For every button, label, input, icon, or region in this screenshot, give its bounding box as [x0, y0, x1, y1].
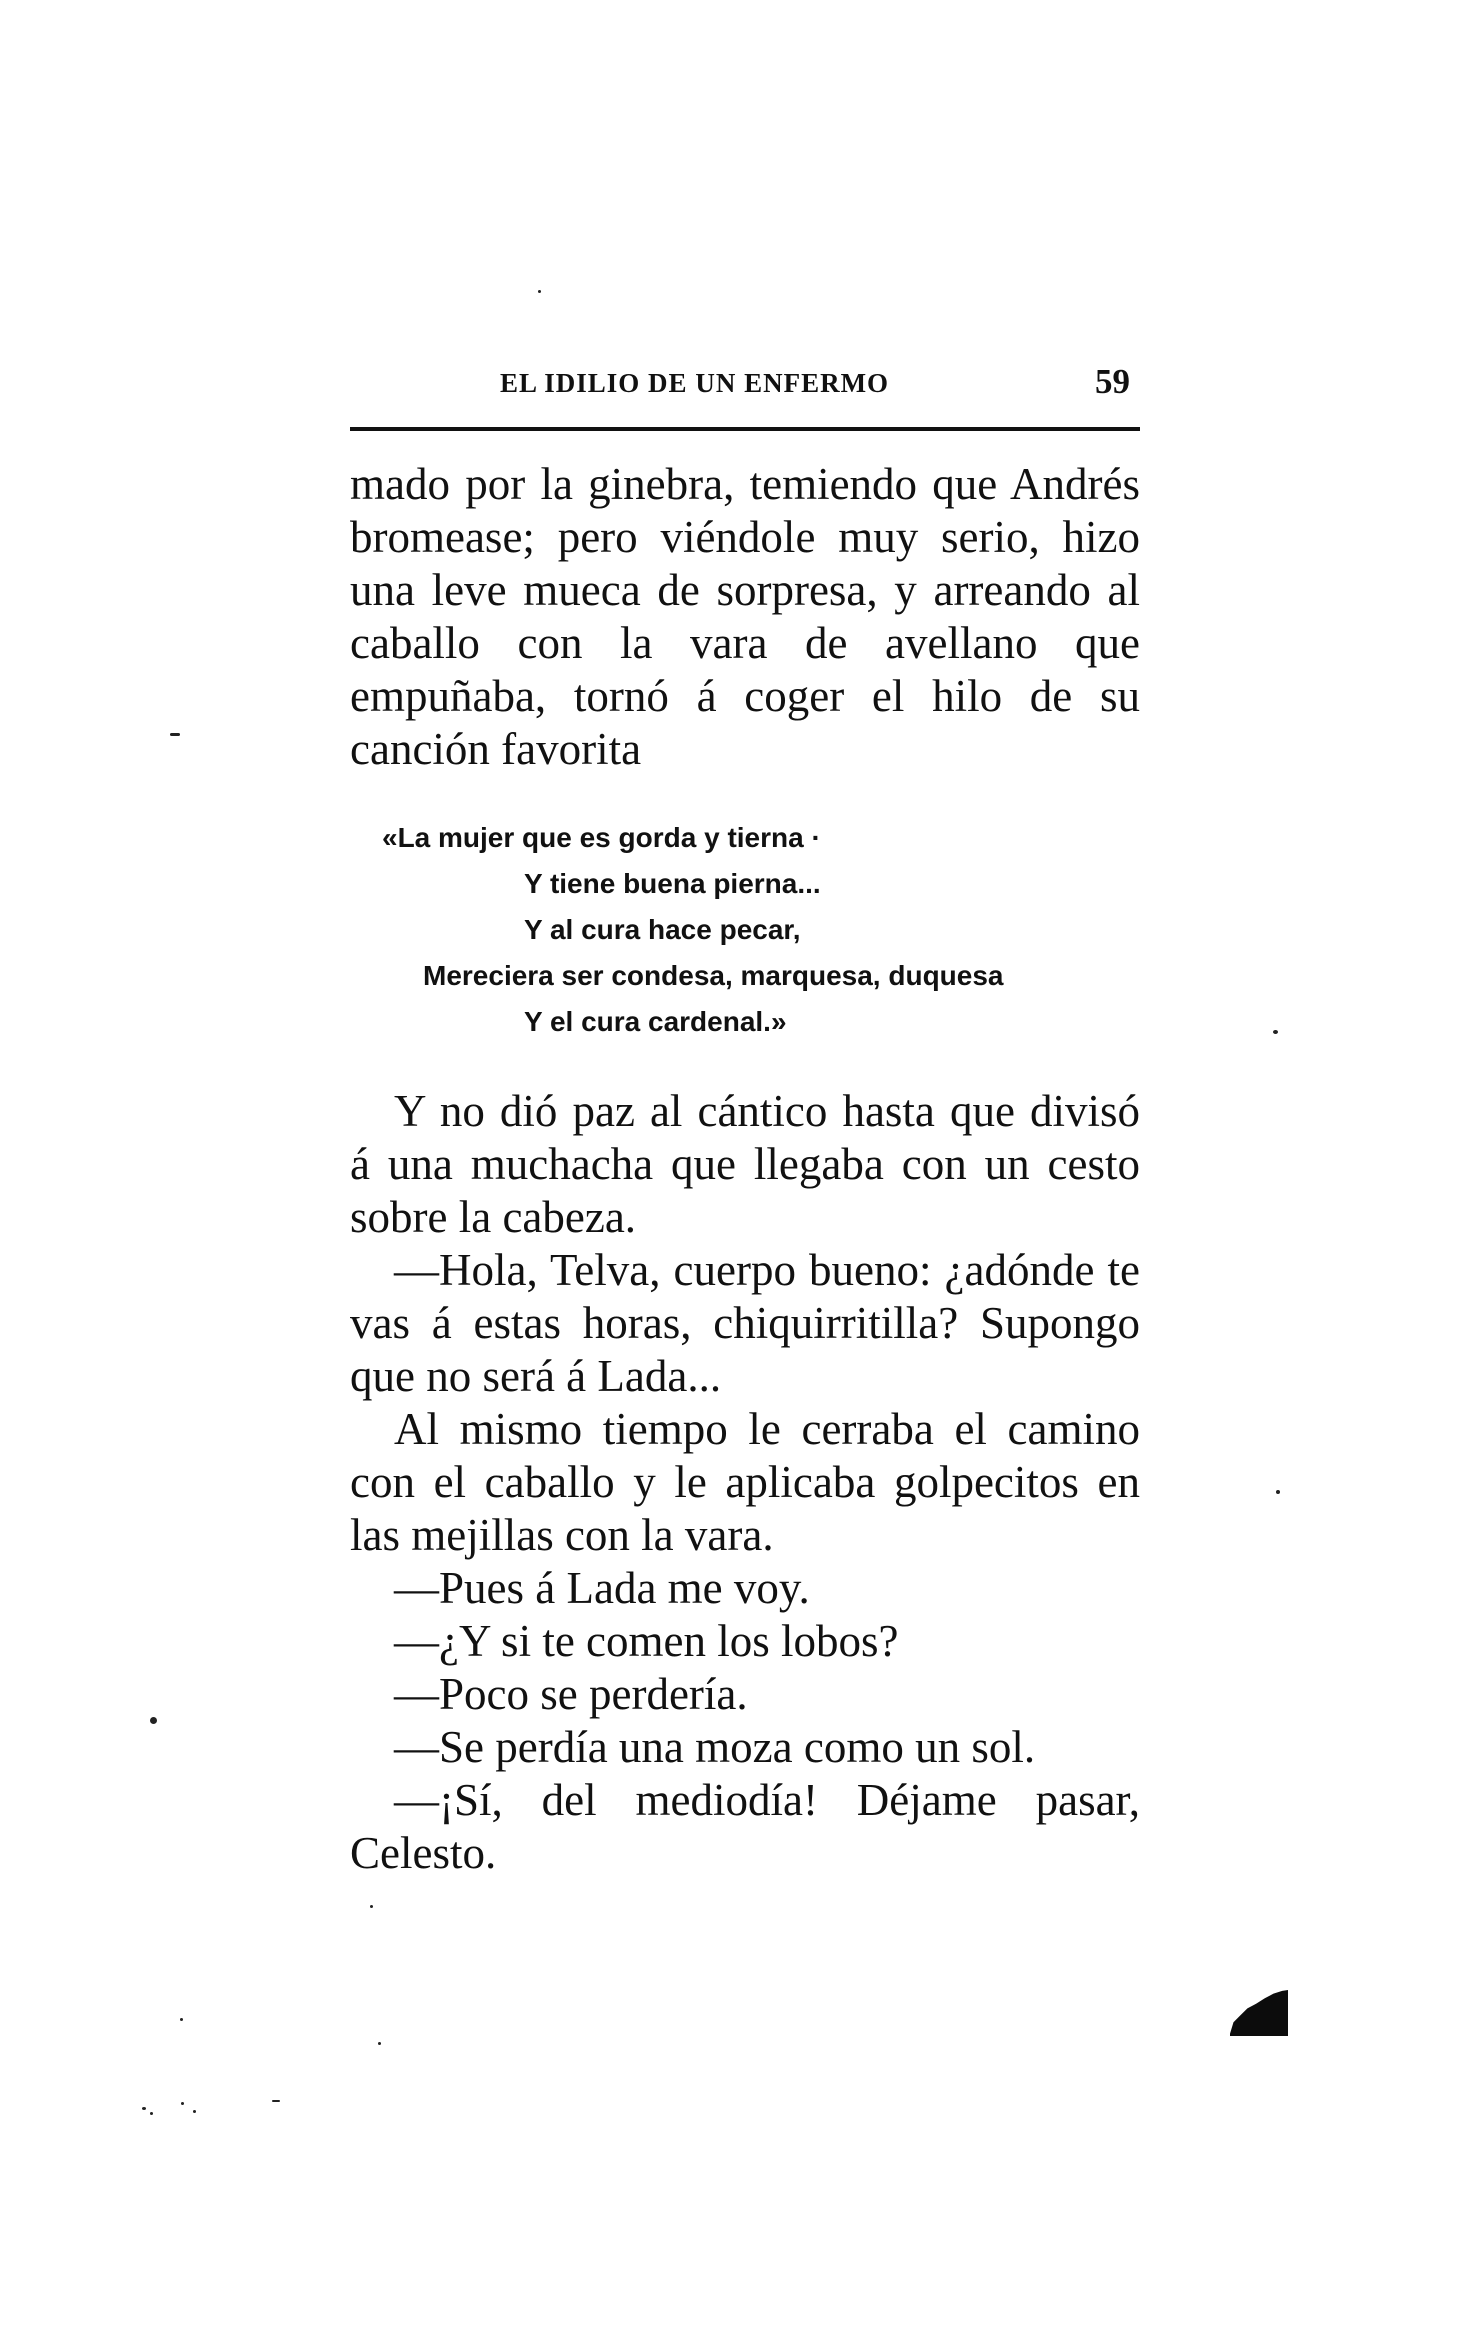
print-speck — [1276, 1490, 1280, 1494]
print-speck — [370, 1905, 373, 1908]
verse-line: Y el cura cardenal.» — [524, 1006, 787, 1037]
dialogue-line: —Hola, Telva, cuerpo bueno: ¿adónde te vas á estas horas, chiquirritilla? Supongo que no será á Lada... — [350, 1245, 1140, 1401]
print-speck — [142, 2107, 146, 2110]
dialogue-line: —¿Y si te comen los lobos? — [394, 1616, 899, 1666]
print-speck — [170, 733, 180, 736]
ink-blot — [1230, 1990, 1288, 2036]
print-speck — [272, 2100, 280, 2102]
header-rule — [350, 427, 1140, 431]
page-header — [350, 362, 1140, 412]
dialogue-line: —Poco se perdería. — [394, 1669, 748, 1719]
paragraph-text: Al mismo tiempo le cerraba el camino con el caballo y le aplicaba golpecitos en las mejillas con la vara. — [350, 1404, 1140, 1560]
page-number: 59 — [1095, 362, 1130, 401]
print-speck — [150, 1717, 157, 1724]
running-title: EL IDILIO DE UN ENFERMO — [500, 368, 890, 398]
dialogue-line: —Se perdía una moza como un sol. — [394, 1722, 1036, 1772]
print-speck — [538, 290, 541, 293]
print-speck — [180, 2018, 183, 2021]
song-verse — [382, 815, 1182, 1045]
paragraph-text: Y no dió paz al cántico hasta que divisó á una muchacha que llegaba con un cesto sobre la cabeza. — [350, 1086, 1140, 1242]
verse-line: «La mujer que es gorda y tierna · — [382, 822, 821, 853]
dialogue-line: —Pues á Lada me voy. — [394, 1563, 810, 1613]
print-speck — [378, 2042, 381, 2045]
print-speck — [193, 2110, 196, 2113]
paragraph-text: mado por la ginebra, temiendo que Andrés bromease; pero viéndole muy serio, hizo una leve mueca de sorpresa, y arreando al caballo con la vara de avellano que empuñaba, tornó á coger el hilo de su canción favorita — [350, 459, 1140, 774]
verse-line: Y tiene buena pierna... — [524, 868, 821, 899]
verse-line: Mereciera ser condesa, marquesa, duquesa — [423, 960, 1004, 991]
dialogue-line: —¡Sí, del mediodía! Déjame pasar, Celesto. — [350, 1775, 1140, 1878]
print-speck — [181, 2102, 184, 2105]
opening-paragraph — [350, 458, 1140, 776]
dialogue-section — [350, 1085, 1140, 1880]
print-speck — [1273, 1030, 1278, 1034]
print-speck — [150, 2112, 153, 2115]
verse-line: Y al cura hace pecar, — [524, 914, 801, 945]
